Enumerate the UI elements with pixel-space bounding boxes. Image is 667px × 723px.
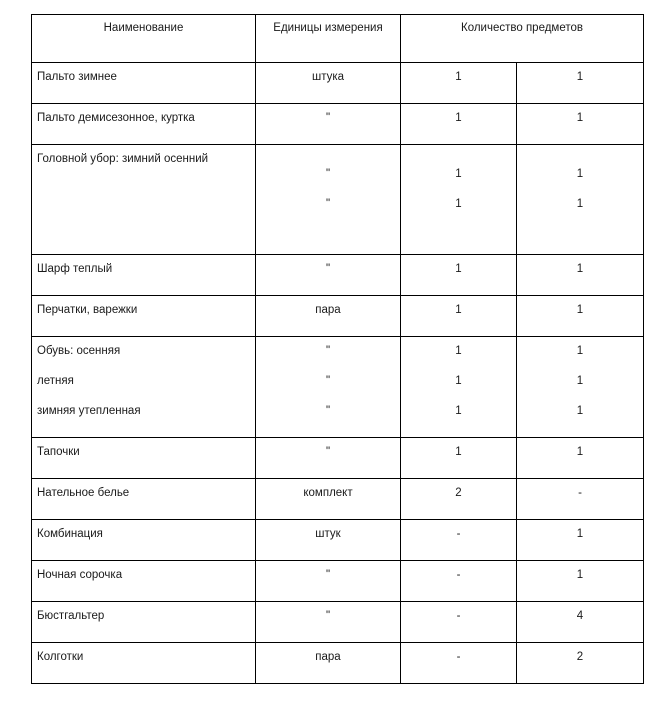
quantity-cell-2-line: 1 xyxy=(576,375,584,387)
item-name-cell xyxy=(32,643,256,684)
unit-cell-line: " xyxy=(325,198,331,210)
unit-cell xyxy=(256,602,401,643)
item-name-cell-line: Пальто демисезонное, куртка xyxy=(37,112,195,124)
quantity-cell-1 xyxy=(401,479,517,520)
spacer xyxy=(401,152,516,167)
quantity-cell-1 xyxy=(401,561,517,602)
quantity-cell-2 xyxy=(517,145,644,255)
unit-cell-line: " xyxy=(325,375,331,387)
unit-cell-line: " xyxy=(325,345,331,357)
item-name-cell-line: Бюстгальтер xyxy=(37,610,105,622)
header-unit: Единицы измерения xyxy=(256,15,401,63)
quantity-cell-1-line: 1 xyxy=(455,263,462,275)
quantity-cell-1 xyxy=(401,520,517,561)
clothing-norms-table-container xyxy=(31,14,644,684)
table-row xyxy=(32,438,644,479)
quantity-cell-2-line: 1 xyxy=(576,446,584,458)
item-name-cell xyxy=(32,255,256,296)
quantity-cell-1-line: 1 xyxy=(455,446,462,458)
unit-cell xyxy=(256,255,401,296)
table-row xyxy=(32,561,644,602)
quantity-cell-1-line: 1 xyxy=(455,198,462,210)
quantity-cell-2-line: 1 xyxy=(576,71,584,83)
table-row xyxy=(32,520,644,561)
item-name-cell-line: Колготки xyxy=(37,651,84,663)
item-name-cell xyxy=(32,602,256,643)
quantity-cell-1 xyxy=(401,255,517,296)
table-row xyxy=(32,63,644,104)
item-name-cell-line: Шарф теплый xyxy=(37,263,113,275)
spacer xyxy=(256,152,400,167)
item-name-cell xyxy=(32,337,256,438)
quantity-cell-1-line: 1 xyxy=(455,405,462,417)
quantity-cell-2 xyxy=(517,337,644,438)
unit-cell xyxy=(256,520,401,561)
quantity-cell-2 xyxy=(517,561,644,602)
quantity-cell-1 xyxy=(401,296,517,337)
quantity-cell-2 xyxy=(517,602,644,643)
unit-cell xyxy=(256,63,401,104)
quantity-cell-1-line: - xyxy=(456,651,461,663)
item-name-cell-line: зимняя утепленная xyxy=(37,405,141,417)
quantity-cell-2-line: 2 xyxy=(576,651,584,663)
unit-cell-line: пара xyxy=(315,651,341,663)
quantity-cell-2 xyxy=(517,643,644,684)
item-name-cell-line: Перчатки, варежки xyxy=(37,304,138,316)
table-row xyxy=(32,337,644,438)
header-quantity: Количество предметов xyxy=(401,15,644,63)
quantity-cell-1-line: 1 xyxy=(455,375,462,387)
quantity-cell-1-line: 1 xyxy=(455,112,462,124)
quantity-cell-2 xyxy=(517,104,644,145)
unit-cell-line: " xyxy=(325,112,331,124)
quantity-cell-1 xyxy=(401,104,517,145)
item-name-cell-line: Ночная сорочка xyxy=(37,569,123,581)
table-row xyxy=(32,255,644,296)
unit-cell-line: комплект xyxy=(303,487,353,499)
table-row xyxy=(32,296,644,337)
quantity-cell-2-line: 1 xyxy=(576,405,584,417)
unit-cell xyxy=(256,643,401,684)
unit-cell xyxy=(256,145,401,255)
quantity-cell-2-line: 1 xyxy=(576,263,584,275)
item-name-cell-line: летняя xyxy=(37,375,74,387)
item-name-cell xyxy=(32,438,256,479)
unit-cell xyxy=(256,561,401,602)
table-row xyxy=(32,602,644,643)
item-name-cell xyxy=(32,104,256,145)
unit-cell-line: " xyxy=(325,610,331,622)
item-name-cell-line: Тапочки xyxy=(37,446,80,458)
unit-cell-line: штук xyxy=(315,528,341,540)
quantity-cell-2-line: 1 xyxy=(576,528,584,540)
quantity-cell-2 xyxy=(517,63,644,104)
item-name-cell-line: Пальто зимнее xyxy=(37,71,117,83)
item-name-cell xyxy=(32,296,256,337)
spacer xyxy=(517,152,643,167)
quantity-cell-2-line: - xyxy=(578,487,582,499)
quantity-cell-1 xyxy=(401,337,517,438)
quantity-cell-2 xyxy=(517,296,644,337)
quantity-cell-1-line: 1 xyxy=(455,304,462,316)
quantity-cell-1-line: - xyxy=(456,569,461,581)
quantity-cell-2-line: 4 xyxy=(576,610,584,622)
table-row xyxy=(32,104,644,145)
unit-cell xyxy=(256,438,401,479)
quantity-cell-2-line: 1 xyxy=(576,198,584,210)
unit-cell-line: пара xyxy=(315,304,341,316)
unit-cell-line: " xyxy=(325,263,331,275)
clothing-norms-table xyxy=(31,14,644,684)
table-row xyxy=(32,145,644,255)
quantity-cell-2 xyxy=(517,255,644,296)
quantity-cell-1 xyxy=(401,63,517,104)
item-name-cell-line: Нательное белье xyxy=(37,487,130,499)
quantity-cell-1-line: 1 xyxy=(455,71,462,83)
quantity-cell-1 xyxy=(401,145,517,255)
header-row xyxy=(32,15,644,63)
item-name-cell-line: Обувь: осенняя xyxy=(37,345,121,357)
unit-cell-line: " xyxy=(325,446,331,458)
quantity-cell-1-line: - xyxy=(456,610,461,622)
quantity-cell-2-line: 1 xyxy=(576,304,584,316)
quantity-cell-2-line: 1 xyxy=(576,112,584,124)
quantity-cell-1 xyxy=(401,438,517,479)
item-name-cell xyxy=(32,561,256,602)
item-name-cell xyxy=(32,520,256,561)
quantity-cell-1-line: 2 xyxy=(455,487,462,499)
unit-cell-line: штука xyxy=(311,71,345,83)
unit-cell xyxy=(256,479,401,520)
quantity-cell-2 xyxy=(517,438,644,479)
unit-cell xyxy=(256,104,401,145)
unit-cell xyxy=(256,296,401,337)
item-name-cell xyxy=(32,479,256,520)
quantity-cell-2-line: 1 xyxy=(576,168,584,180)
quantity-cell-2 xyxy=(517,520,644,561)
quantity-cell-2-line: 1 xyxy=(576,345,584,357)
table-row xyxy=(32,479,644,520)
unit-cell xyxy=(256,337,401,438)
unit-cell-line: " xyxy=(325,569,331,581)
quantity-cell-1-line: 1 xyxy=(455,345,462,357)
quantity-cell-1 xyxy=(401,602,517,643)
item-name-cell xyxy=(32,63,256,104)
item-name-cell xyxy=(32,145,256,255)
quantity-cell-1-line: 1 xyxy=(455,168,462,180)
table-row xyxy=(32,643,644,684)
quantity-cell-1 xyxy=(401,643,517,684)
quantity-cell-2-line: 1 xyxy=(576,569,584,581)
quantity-cell-1-line: - xyxy=(456,528,461,540)
unit-cell-line: " xyxy=(325,168,331,180)
unit-cell-line: " xyxy=(325,405,331,417)
item-name-cell-line: Комбинация xyxy=(37,528,103,540)
quantity-cell-2 xyxy=(517,479,644,520)
header-name: Наименование xyxy=(32,15,256,63)
item-name-cell-line: Головной убор: зимний осенний xyxy=(37,153,209,165)
